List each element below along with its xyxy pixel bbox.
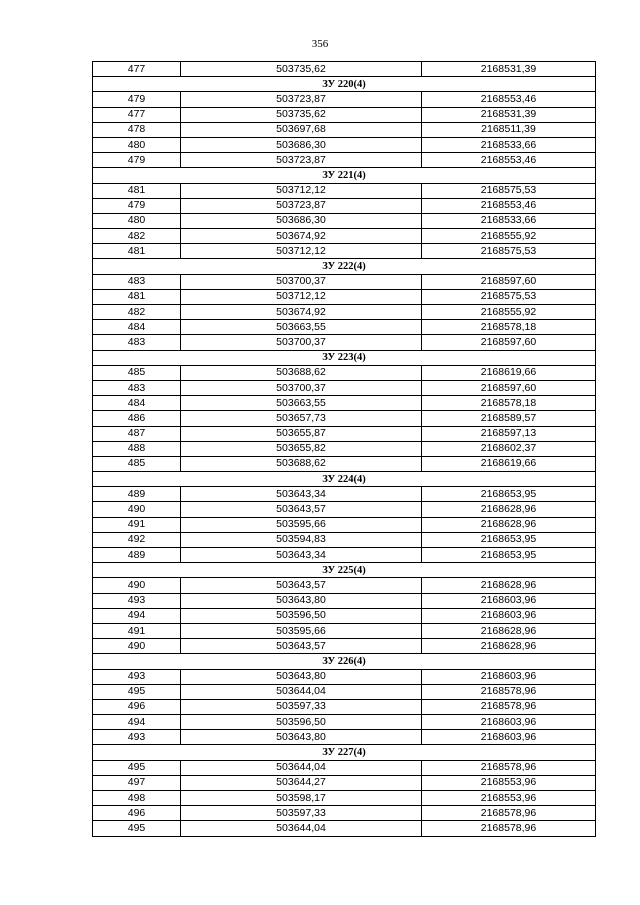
x-coordinate-cell: 503644,27 (181, 775, 422, 790)
table-row (93, 593, 596, 608)
section-header-row (93, 745, 596, 760)
x-coordinate-cell: 503643,34 (181, 548, 422, 563)
y-coordinate-cell: 2168619,66 (422, 365, 596, 380)
y-coordinate-cell: 2168533,66 (422, 137, 596, 152)
x-coordinate-cell: 503700,37 (181, 380, 422, 395)
table-row (93, 532, 596, 547)
table-row (93, 608, 596, 623)
y-coordinate-cell: 2168597,60 (422, 335, 596, 350)
point-number-cell: 493 (93, 593, 181, 608)
x-coordinate-cell: 503688,62 (181, 456, 422, 471)
x-coordinate-cell: 503697,68 (181, 122, 422, 137)
x-coordinate-cell: 503655,87 (181, 426, 422, 441)
point-number-cell: 490 (93, 578, 181, 593)
y-coordinate-cell: 2168553,46 (422, 198, 596, 213)
point-number-cell: 484 (93, 320, 181, 335)
table-row (93, 487, 596, 502)
point-number-cell: 479 (93, 153, 181, 168)
table-row (93, 289, 596, 304)
x-coordinate-cell: 503712,12 (181, 183, 422, 198)
x-coordinate-cell: 503712,12 (181, 289, 422, 304)
point-number-cell: 495 (93, 684, 181, 699)
y-coordinate-cell: 2168619,66 (422, 456, 596, 471)
table-row (93, 229, 596, 244)
table-row (93, 456, 596, 471)
y-coordinate-cell: 2168578,96 (422, 699, 596, 714)
section-title: ЗУ 223(4) (93, 350, 596, 365)
y-coordinate-cell: 2168531,39 (422, 107, 596, 122)
section-header-row (93, 168, 596, 183)
table-row (93, 760, 596, 775)
point-number-cell: 492 (93, 532, 181, 547)
table-row (93, 244, 596, 259)
section-title: ЗУ 225(4) (93, 563, 596, 578)
point-number-cell: 494 (93, 715, 181, 730)
table-row (93, 517, 596, 532)
point-number-cell: 495 (93, 821, 181, 836)
x-coordinate-cell: 503597,33 (181, 806, 422, 821)
point-number-cell: 483 (93, 380, 181, 395)
point-number-cell: 483 (93, 274, 181, 289)
point-number-cell: 481 (93, 289, 181, 304)
y-coordinate-cell: 2168578,18 (422, 396, 596, 411)
x-coordinate-cell: 503643,34 (181, 487, 422, 502)
point-number-cell: 493 (93, 669, 181, 684)
point-number-cell: 477 (93, 107, 181, 122)
table-row (93, 426, 596, 441)
table-row (93, 335, 596, 350)
point-number-cell: 491 (93, 623, 181, 638)
point-number-cell: 479 (93, 92, 181, 107)
table-row (93, 62, 596, 77)
table-row (93, 684, 596, 699)
section-title: ЗУ 227(4) (93, 745, 596, 760)
y-coordinate-cell: 2168603,96 (422, 608, 596, 623)
point-number-cell: 478 (93, 122, 181, 137)
y-coordinate-cell: 2168578,96 (422, 821, 596, 836)
y-coordinate-cell: 2168597,60 (422, 274, 596, 289)
y-coordinate-cell: 2168578,96 (422, 684, 596, 699)
section-header-row (93, 654, 596, 669)
table-row (93, 305, 596, 320)
point-number-cell: 490 (93, 639, 181, 654)
x-coordinate-cell: 503655,82 (181, 441, 422, 456)
point-number-cell: 498 (93, 791, 181, 806)
y-coordinate-cell: 2168575,53 (422, 244, 596, 259)
x-coordinate-cell: 503644,04 (181, 821, 422, 836)
table-row (93, 639, 596, 654)
table-row (93, 699, 596, 714)
table-row (93, 153, 596, 168)
y-coordinate-cell: 2168575,53 (422, 289, 596, 304)
table-row (93, 92, 596, 107)
point-number-cell: 487 (93, 426, 181, 441)
table-row (93, 730, 596, 745)
point-number-cell: 481 (93, 244, 181, 259)
point-number-cell: 496 (93, 806, 181, 821)
y-coordinate-cell: 2168531,39 (422, 62, 596, 77)
table-row (93, 715, 596, 730)
y-coordinate-cell: 2168597,13 (422, 426, 596, 441)
x-coordinate-cell: 503643,57 (181, 578, 422, 593)
point-number-cell: 496 (93, 699, 181, 714)
table-row (93, 274, 596, 289)
section-title: ЗУ 226(4) (93, 654, 596, 669)
table-row (93, 669, 596, 684)
x-coordinate-cell: 503723,87 (181, 198, 422, 213)
point-number-cell: 480 (93, 213, 181, 228)
point-number-cell: 486 (93, 411, 181, 426)
point-number-cell: 482 (93, 305, 181, 320)
table-row (93, 775, 596, 790)
point-number-cell: 489 (93, 548, 181, 563)
x-coordinate-cell: 503596,50 (181, 715, 422, 730)
y-coordinate-cell: 2168628,96 (422, 578, 596, 593)
y-coordinate-cell: 2168603,96 (422, 715, 596, 730)
y-coordinate-cell: 2168597,60 (422, 380, 596, 395)
table-row (93, 548, 596, 563)
table-row (93, 806, 596, 821)
table-row (93, 502, 596, 517)
x-coordinate-cell: 503596,50 (181, 608, 422, 623)
table-row (93, 623, 596, 638)
point-number-cell: 495 (93, 760, 181, 775)
x-coordinate-cell: 503597,33 (181, 699, 422, 714)
y-coordinate-cell: 2168578,96 (422, 806, 596, 821)
point-number-cell: 479 (93, 198, 181, 213)
y-coordinate-cell: 2168603,96 (422, 669, 596, 684)
coordinates-table (92, 61, 596, 837)
x-coordinate-cell: 503657,73 (181, 411, 422, 426)
y-coordinate-cell: 2168533,66 (422, 213, 596, 228)
x-coordinate-cell: 503700,37 (181, 274, 422, 289)
table-row (93, 821, 596, 836)
x-coordinate-cell: 503663,55 (181, 396, 422, 411)
point-number-cell: 494 (93, 608, 181, 623)
section-header-row (93, 563, 596, 578)
x-coordinate-cell: 503723,87 (181, 92, 422, 107)
x-coordinate-cell: 503688,62 (181, 365, 422, 380)
y-coordinate-cell: 2168602,37 (422, 441, 596, 456)
section-header-row (93, 472, 596, 487)
x-coordinate-cell: 503686,30 (181, 137, 422, 152)
point-number-cell: 482 (93, 229, 181, 244)
y-coordinate-cell: 2168553,46 (422, 92, 596, 107)
y-coordinate-cell: 2168511,39 (422, 122, 596, 137)
x-coordinate-cell: 503595,66 (181, 517, 422, 532)
point-number-cell: 490 (93, 502, 181, 517)
y-coordinate-cell: 2168589,57 (422, 411, 596, 426)
point-number-cell: 485 (93, 456, 181, 471)
x-coordinate-cell: 503643,57 (181, 639, 422, 654)
y-coordinate-cell: 2168653,95 (422, 548, 596, 563)
table-row (93, 396, 596, 411)
y-coordinate-cell: 2168555,92 (422, 229, 596, 244)
table-row (93, 441, 596, 456)
x-coordinate-cell: 503643,80 (181, 669, 422, 684)
section-header-row (93, 350, 596, 365)
y-coordinate-cell: 2168575,53 (422, 183, 596, 198)
table-row (93, 791, 596, 806)
point-number-cell: 491 (93, 517, 181, 532)
y-coordinate-cell: 2168653,95 (422, 487, 596, 502)
x-coordinate-cell: 503663,55 (181, 320, 422, 335)
section-title: ЗУ 221(4) (93, 168, 596, 183)
x-coordinate-cell: 503686,30 (181, 213, 422, 228)
point-number-cell: 483 (93, 335, 181, 350)
point-number-cell: 485 (93, 365, 181, 380)
x-coordinate-cell: 503644,04 (181, 684, 422, 699)
section-title: ЗУ 224(4) (93, 472, 596, 487)
x-coordinate-cell: 503674,92 (181, 229, 422, 244)
y-coordinate-cell: 2168555,92 (422, 305, 596, 320)
x-coordinate-cell: 503735,62 (181, 107, 422, 122)
y-coordinate-cell: 2168553,96 (422, 775, 596, 790)
point-number-cell: 493 (93, 730, 181, 745)
coordinates-table-body (93, 62, 596, 837)
y-coordinate-cell: 2168603,96 (422, 730, 596, 745)
table-row (93, 137, 596, 152)
y-coordinate-cell: 2168628,96 (422, 517, 596, 532)
y-coordinate-cell: 2168603,96 (422, 593, 596, 608)
section-title: ЗУ 222(4) (93, 259, 596, 274)
x-coordinate-cell: 503712,12 (181, 244, 422, 259)
x-coordinate-cell: 503643,80 (181, 730, 422, 745)
x-coordinate-cell: 503643,80 (181, 593, 422, 608)
section-header-row (93, 259, 596, 274)
table-row (93, 411, 596, 426)
y-coordinate-cell: 2168578,96 (422, 760, 596, 775)
section-title: ЗУ 220(4) (93, 77, 596, 92)
x-coordinate-cell: 503700,37 (181, 335, 422, 350)
x-coordinate-cell: 503674,92 (181, 305, 422, 320)
point-number-cell: 480 (93, 137, 181, 152)
table-row (93, 213, 596, 228)
x-coordinate-cell: 503594,83 (181, 532, 422, 547)
y-coordinate-cell: 2168553,96 (422, 791, 596, 806)
y-coordinate-cell: 2168553,46 (422, 153, 596, 168)
point-number-cell: 484 (93, 396, 181, 411)
page-number: 356 (311, 38, 329, 50)
point-number-cell: 477 (93, 62, 181, 77)
table-row (93, 198, 596, 213)
table-row (93, 320, 596, 335)
point-number-cell: 497 (93, 775, 181, 790)
x-coordinate-cell: 503643,57 (181, 502, 422, 517)
y-coordinate-cell: 2168628,96 (422, 623, 596, 638)
y-coordinate-cell: 2168628,96 (422, 639, 596, 654)
x-coordinate-cell: 503723,87 (181, 153, 422, 168)
y-coordinate-cell: 2168628,96 (422, 502, 596, 517)
x-coordinate-cell: 503644,04 (181, 760, 422, 775)
x-coordinate-cell: 503598,17 (181, 791, 422, 806)
point-number-cell: 488 (93, 441, 181, 456)
y-coordinate-cell: 2168578,18 (422, 320, 596, 335)
table-row (93, 380, 596, 395)
table-row (93, 122, 596, 137)
point-number-cell: 489 (93, 487, 181, 502)
table-row (93, 183, 596, 198)
x-coordinate-cell: 503595,66 (181, 623, 422, 638)
y-coordinate-cell: 2168653,95 (422, 532, 596, 547)
table-row (93, 107, 596, 122)
table-row (93, 578, 596, 593)
section-header-row (93, 77, 596, 92)
x-coordinate-cell: 503735,62 (181, 62, 422, 77)
point-number-cell: 481 (93, 183, 181, 198)
table-row (93, 365, 596, 380)
